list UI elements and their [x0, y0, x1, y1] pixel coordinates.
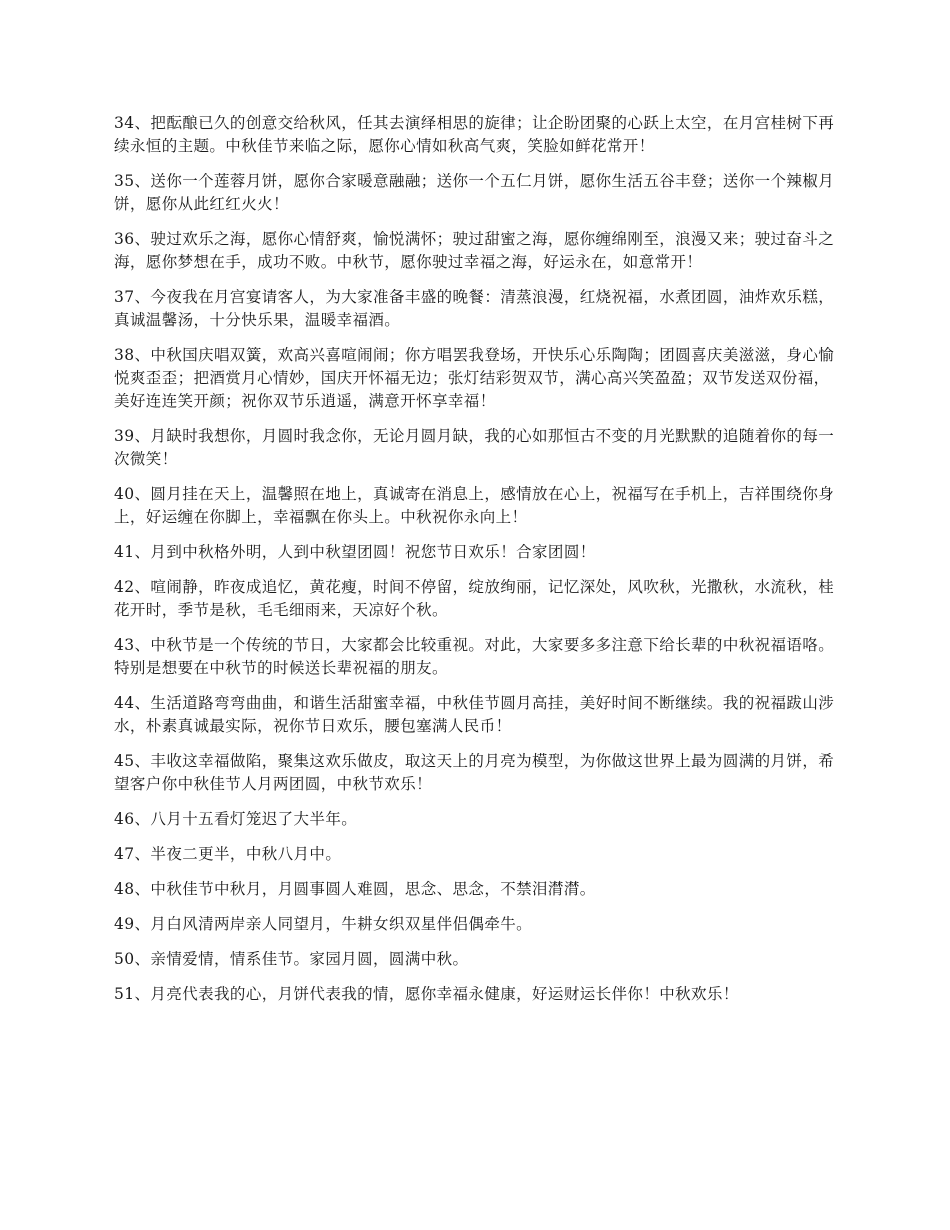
paragraph-40: 40、圆月挂在天上，温馨照在地上，真诚寄在消息上，感情放在心上，祝福写在手机上，吉祥围绕你身上，好运缠在你脚上，幸福飘在你头上。中秋祝你永向上！: [114, 485, 835, 526]
paragraph-36: 36、驶过欢乐之海，愿你心情舒爽，愉悦满怀；驶过甜蜜之海，愿你缠绵刚至，浪漫又来；驶过奋斗之海，愿你梦想在手，成功不败。中秋节，愿你驶过幸福之海，好运永在，如意常开！: [114, 230, 835, 271]
paragraph-50: 50、亲情爱情，情系佳节。家园月圆，圆满中秋。: [114, 950, 469, 968]
paragraph-51: 51、月亮代表我的心，月饼代表我的情，愿你幸福永健康，好运财运长伴你！中秋欢乐！: [114, 985, 739, 1003]
paragraph-46: 46、八月十五看灯笼迟了大半年。: [114, 810, 358, 828]
paragraph-43: 43、中秋节是一个传统的节日，大家都会比较重视。对此，大家要多多注意下给长辈的中秋祝福语咯。特别是想要在中秋节的时候送长辈祝福的朋友。: [114, 636, 835, 677]
document-body: [114, 112, 844, 1018]
paragraph-34: 34、把酝酿已久的创意交给秋风，任其去演绎相思的旋律；让企盼团聚的心跃上太空，在月宫桂树下再续永恒的主题。中秋佳节来临之际，愿你心情如秋高气爽，笑脸如鲜花常开！: [114, 114, 835, 155]
paragraph-35: 35、送你一个莲蓉月饼，愿你合家暖意融融；送你一个五仁月饼，愿你生活五谷丰登；送你一个辣椒月饼，愿你从此红红火火！: [114, 172, 835, 213]
paragraph-44: 44、生活道路弯弯曲曲，和谐生活甜蜜幸福，中秋佳节圆月高挂，美好时间不断继续。我的祝福跋山涉水，朴素真诚最实际，祝你节日欢乐，腰包塞满人民币！: [114, 694, 835, 735]
paragraph-48: 48、中秋佳节中秋月，月圆事圆人难圆，思念、思念，不禁泪潸潸。: [114, 880, 596, 898]
paragraph-49: 49、月白风清两岸亲人同望月，牛耕女织双星伴侣偶牵牛。: [114, 915, 533, 933]
paragraph-39: 39、月缺时我想你，月圆时我念你，无论月圆月缺，我的心如那恒古不变的月光默默的追随着你的每一次微笑！: [114, 427, 835, 468]
paragraph-37: 37、今夜我在月宫宴请客人，为大家准备丰盛的晚餐：清蒸浪漫，红烧祝福，水煮团圆，油炸欢乐糕，真诚温馨汤，十分快乐果，温暖幸福酒。: [114, 288, 835, 329]
paragraph-38: 38、中秋国庆唱双簧，欢高兴喜喧闹闹；你方唱罢我登场，开快乐心乐陶陶；团圆喜庆美滋滋，身心愉悦爽歪歪；把酒赏月心情妙，国庆开怀福无边；张灯结彩贺双节，满心高兴笑盈盈；双节发送双份福，美好连连笑开颜；祝你双节乐逍遥，满意开怀享幸福！: [114, 346, 835, 410]
paragraph-41: 41、月到中秋格外明，人到中秋望团圆！祝您节日欢乐！合家团圆！: [114, 543, 596, 561]
paragraph-42: 42、喧闹静，昨夜成追忆，黄花瘦，时间不停留，绽放绚丽，记忆深处，风吹秋，光撒秋，水流秋，桂花开时，季节是秋，毛毛细雨来，天凉好个秋。: [114, 578, 835, 619]
paragraph-45: 45、丰收这幸福做陷，聚集这欢乐做皮，取这天上的月亮为模型，为你做这世界上最为圆满的月饼，希望客户你中秋佳节人月两团圆，中秋节欢乐！: [114, 752, 835, 793]
paragraph-47: 47、半夜二更半，中秋八月中。: [114, 845, 342, 863]
